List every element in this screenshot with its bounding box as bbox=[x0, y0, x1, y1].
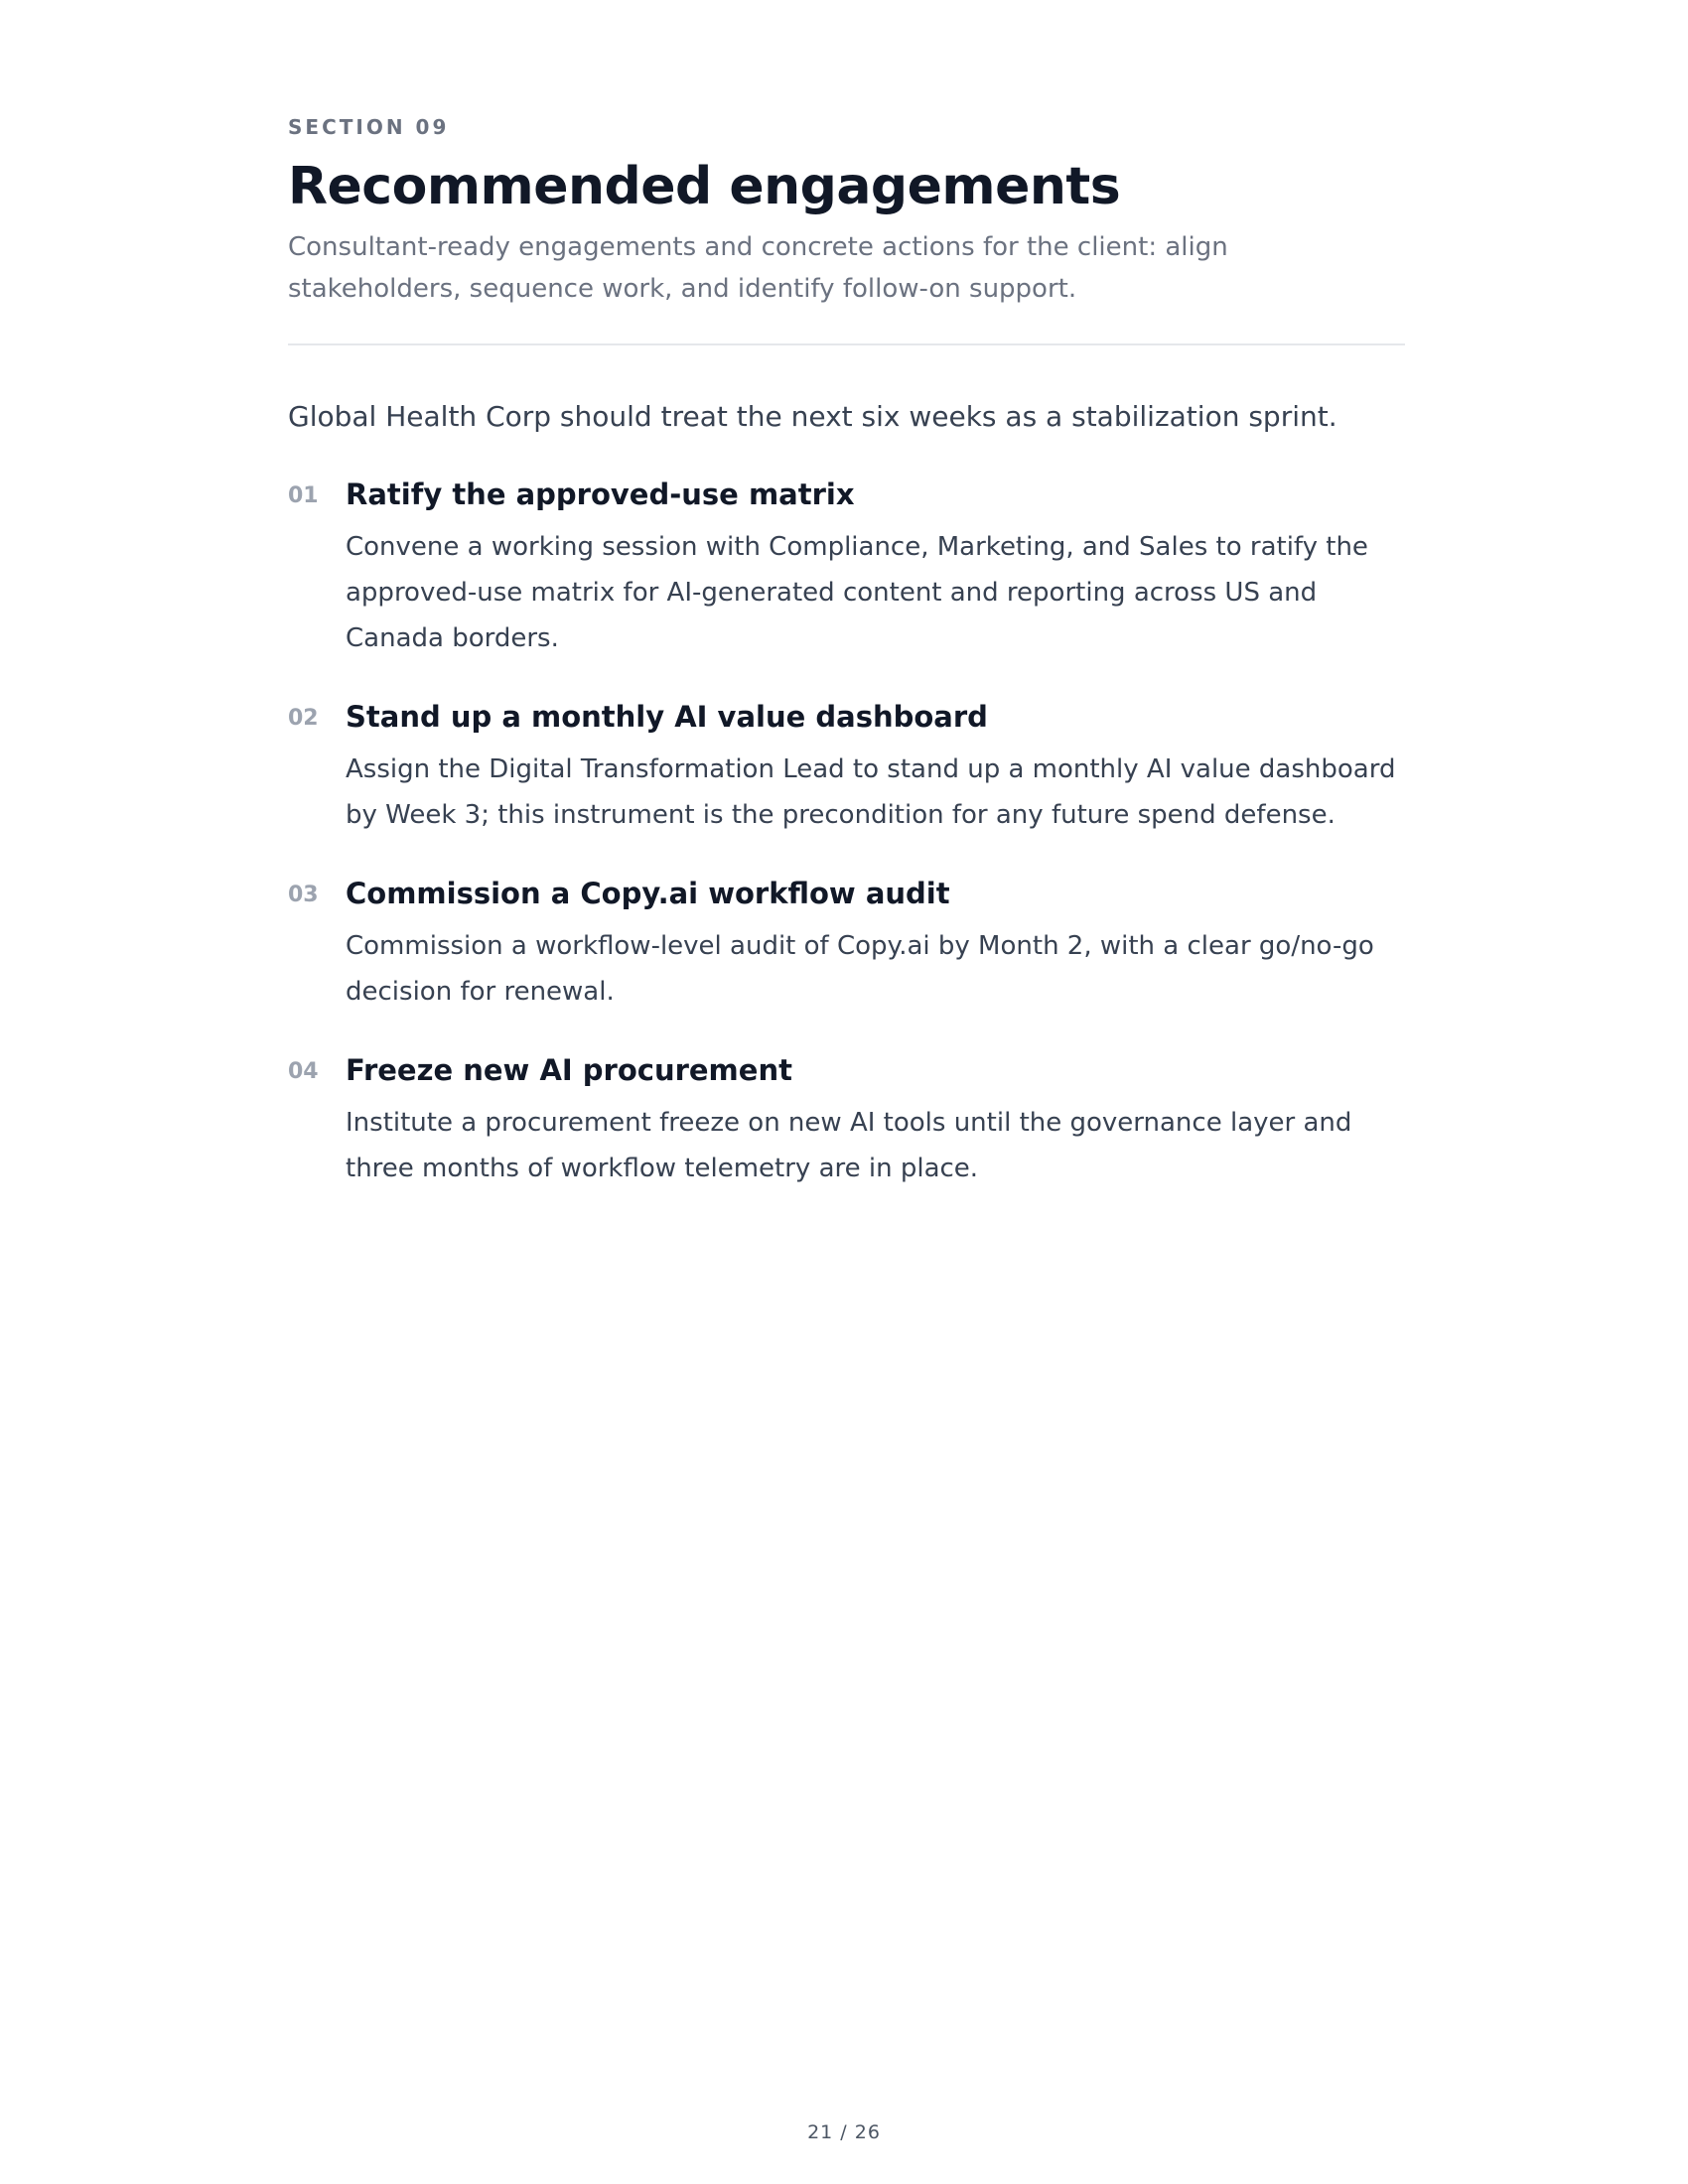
engagement-item-3 bbox=[288, 874, 1405, 1015]
document-page bbox=[288, 115, 1405, 1227]
engagement-item-1 bbox=[288, 475, 1405, 661]
engagement-number: 03 bbox=[288, 883, 319, 907]
lead-paragraph: Global Health Corp should treat the next six weeks as a stabilization sprint. bbox=[288, 400, 1337, 433]
engagement-description: Institute a procurement freeze on new AI tools until the governance layer and three months of workflow telemetry are in place. bbox=[346, 1108, 1352, 1183]
engagement-title: Commission a Copy.ai workflow audit bbox=[346, 877, 950, 910]
page-title: Recommended engagements bbox=[288, 157, 1121, 216]
engagement-item-2 bbox=[288, 697, 1405, 838]
page-number: 21 / 26 bbox=[807, 2121, 881, 2143]
section-eyebrow: SECTION 09 bbox=[288, 115, 450, 139]
engagement-number: 02 bbox=[288, 706, 319, 731]
engagement-description: Assign the Digital Transformation Lead to stand up a monthly AI value dashboard by Week 3; this instrument is the precondition for any future spend defense. bbox=[346, 754, 1396, 830]
header-divider bbox=[288, 343, 1405, 345]
page-subtitle: Consultant-ready engagements and concrete actions for the client: align stakeholders, sequence work, and identify follow-on support. bbox=[288, 232, 1228, 304]
engagement-number: 04 bbox=[288, 1059, 319, 1084]
engagement-number: 01 bbox=[288, 483, 319, 508]
engagement-title: Freeze new AI procurement bbox=[346, 1053, 792, 1087]
engagement-description: Convene a working session with Compliance, Marketing, and Sales to ratify the approved-use matrix for AI-generated content and reporting across US and Canada borders. bbox=[346, 532, 1368, 653]
engagement-title: Ratify the approved-use matrix bbox=[346, 478, 855, 511]
engagement-description: Commission a workflow-level audit of Copy.ai by Month 2, with a clear go/no-go decision for renewal. bbox=[346, 931, 1374, 1007]
engagement-list bbox=[288, 475, 1405, 1191]
engagement-item-4 bbox=[288, 1050, 1405, 1191]
engagement-title: Stand up a monthly AI value dashboard bbox=[346, 700, 988, 734]
